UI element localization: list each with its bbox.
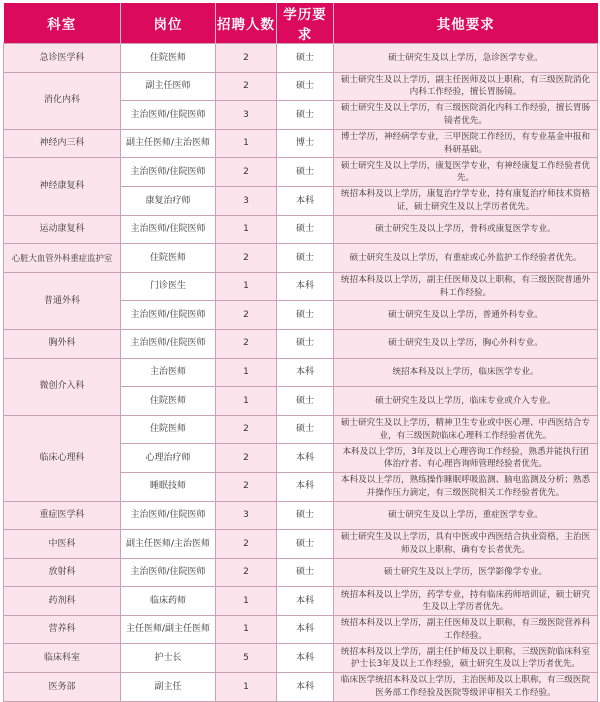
table-row [4,615,598,644]
position-cell: 主任医师/副主任医师 [121,615,216,644]
education-cell: 本科 [277,615,334,644]
position-cell: 门诊医生 [121,272,216,301]
department-cell: 心脏大血管外科重症监护室 [4,244,121,273]
education-cell: 硕士 [277,558,334,587]
requirements-cell: 硕士研究生及以上学历，副主任医师及以上职称，有三级医院消化内科工作经验，擅长胃肠镜。 [334,72,598,101]
position-cell: 住院医师 [121,415,216,444]
position-cell: 主治医师/住院医师 [121,501,216,530]
table-row [4,158,598,187]
table-row [4,129,598,158]
column-header-count: 招聘人数 [216,3,277,44]
count-cell: 2 [216,472,277,501]
table-header-row [4,3,598,44]
recruitment-table [3,3,598,702]
table-row [4,415,598,444]
requirements-cell: 统招本科及以上学历，副主任护师及以上职称，三级医院临床科室护士长3年及以上工作经验，硕士研究生及以上学历者优先。 [334,644,598,673]
requirements-cell: 硕士研究生及以上学历，临床专业或介入专业。 [334,387,598,416]
requirements-cell: 硕士研究生及以上学历，骨科或康复医学专业。 [334,215,598,244]
requirements-cell: 本科及以上学历，3年及以上心理咨询工作经验，熟悉并能执行团体治疗者、有心理咨询师管理经验者优先。 [334,444,598,473]
position-cell: 主治医师/住院医师 [121,558,216,587]
department-cell: 营养科 [4,615,121,644]
education-cell: 硕士 [277,530,334,559]
position-cell: 主治医师/住院医师 [121,329,216,358]
position-cell: 主治医师/住院医师 [121,158,216,187]
table-row [4,72,598,101]
column-header-position: 岗位 [121,3,216,44]
education-cell: 本科 [277,644,334,673]
department-cell: 微创介入科 [4,358,121,415]
position-cell: 住院医师 [121,387,216,416]
count-cell: 1 [216,272,277,301]
position-cell: 主治医师/住院医师 [121,301,216,330]
position-cell: 主治医师/住院医师 [121,101,216,130]
requirements-cell: 统招本科及以上学历，副主任医师及以上职称，有三级医院营养科工作经验。 [334,615,598,644]
requirements-cell: 统招本科及以上学历，康复治疗学专业，持有康复治疗师技术资格证，硕士研究生及以上学历者优先。 [334,186,598,215]
requirements-cell: 硕士研究生及以上学历，重症医学专业。 [334,501,598,530]
education-cell: 硕士 [277,387,334,416]
education-cell: 本科 [277,673,334,702]
position-cell: 睡眠技师 [121,472,216,501]
education-cell: 硕士 [277,72,334,101]
department-cell: 放射科 [4,558,121,587]
requirements-cell: 本科及以上学历，熟练操作睡眠呼吸监测、脑电监测及分析；熟悉并操作压力滴定，有三级医院相关工作经验者优先。 [334,472,598,501]
count-cell: 2 [216,444,277,473]
requirements-cell: 硕士研究生及以上学历，精神卫生专业或中医心理、中西医结合专业，有三级医院临床心理科工作经验者优先。 [334,415,598,444]
table-row [4,501,598,530]
requirements-cell: 硕士研究生及以上学历，普通外科专业。 [334,301,598,330]
education-cell: 本科 [277,358,334,387]
requirements-cell: 统招本科及以上学历，临床医学专业。 [334,358,598,387]
requirements-cell: 硕士研究生及以上学历，胸心外科专业。 [334,329,598,358]
requirements-cell: 临床医学统招本科及以上学历，主治医师及以上职称，有三级医院医务部工作经验及医院等级评审相关工作经验。 [334,673,598,702]
education-cell: 博士 [277,129,334,158]
count-cell: 2 [216,415,277,444]
count-cell: 2 [216,44,277,73]
education-cell: 硕士 [277,158,334,187]
count-cell: 2 [216,244,277,273]
count-cell: 2 [216,530,277,559]
table-row [4,587,598,616]
count-cell: 1 [216,215,277,244]
education-cell: 硕士 [277,501,334,530]
education-cell: 本科 [277,272,334,301]
education-cell: 硕士 [277,301,334,330]
requirements-cell: 博士学历，神经病学专业，三甲医院工作经历，有专业基金申报和科研基础。 [334,129,598,158]
education-cell: 本科 [277,186,334,215]
department-cell: 胸外科 [4,329,121,358]
table-row [4,272,598,301]
column-header-education: 学历要求 [277,3,334,44]
position-cell: 住院医师 [121,44,216,73]
requirements-cell: 统招本科及以上学历，副主任医师及以上职称，有三级医院普通外科工作经验。 [334,272,598,301]
education-cell: 硕士 [277,101,334,130]
column-header-department: 科室 [4,3,121,44]
department-cell: 重症医学科 [4,501,121,530]
position-cell: 副主任医师 [121,72,216,101]
count-cell: 5 [216,644,277,673]
count-cell: 1 [216,387,277,416]
position-cell: 副主任医师/主治医师 [121,530,216,559]
count-cell: 3 [216,501,277,530]
requirements-cell: 硕士研究生及以上学历，康复医学专业，有神经康复工作经验者优先。 [334,158,598,187]
education-cell: 硕士 [277,329,334,358]
count-cell: 2 [216,558,277,587]
table-row [4,673,598,702]
education-cell: 本科 [277,444,334,473]
column-header-other-requirements: 其他要求 [334,3,598,44]
requirements-cell: 统招本科及以上学历，药学专业，持有临床药师培训证，硕士研究生及以上学历者优先。 [334,587,598,616]
department-cell: 消化内科 [4,72,121,129]
position-cell: 住院医师 [121,244,216,273]
position-cell: 主治医师/住院医师 [121,215,216,244]
count-cell: 2 [216,329,277,358]
count-cell: 1 [216,673,277,702]
requirements-cell: 硕士研究生及以上学历，具有中医或中西医结合执业资格，主治医师及以上职称，确有专长者优先。 [334,530,598,559]
education-cell: 本科 [277,587,334,616]
table-row [4,530,598,559]
requirements-cell: 硕士研究生及以上学历，有重症或心外监护工作经验者优先。 [334,244,598,273]
count-cell: 3 [216,101,277,130]
count-cell: 1 [216,129,277,158]
position-cell: 临床药师 [121,587,216,616]
education-cell: 硕士 [277,415,334,444]
education-cell: 本科 [277,472,334,501]
education-cell: 硕士 [277,44,334,73]
department-cell: 普通外科 [4,272,121,329]
department-cell: 临床科室 [4,644,121,673]
table-row [4,215,598,244]
position-cell: 副主任医师/主治医师 [121,129,216,158]
table-row [4,644,598,673]
table-row [4,358,598,387]
department-cell: 临床心理科 [4,415,121,501]
department-cell: 神经康复科 [4,158,121,215]
count-cell: 1 [216,615,277,644]
position-cell: 康复治疗师 [121,186,216,215]
count-cell: 2 [216,158,277,187]
department-cell: 神经内三科 [4,129,121,158]
position-cell: 心理治疗师 [121,444,216,473]
education-cell: 硕士 [277,215,334,244]
count-cell: 3 [216,186,277,215]
recruitment-table-container [3,3,597,702]
count-cell: 1 [216,587,277,616]
count-cell: 2 [216,72,277,101]
position-cell: 主治医师 [121,358,216,387]
requirements-cell: 硕士研究生及以上学历，急诊医学专业。 [334,44,598,73]
department-cell: 中医科 [4,530,121,559]
position-cell: 护士长 [121,644,216,673]
position-cell: 副主任 [121,673,216,702]
department-cell: 医务部 [4,673,121,702]
department-cell: 急诊医学科 [4,44,121,73]
table-row [4,329,598,358]
count-cell: 1 [216,358,277,387]
education-cell: 硕士 [277,244,334,273]
table-row [4,44,598,73]
table-row [4,244,598,273]
table-body [4,44,598,702]
count-cell: 2 [216,301,277,330]
department-cell: 运动康复科 [4,215,121,244]
requirements-cell: 硕士研究生及以上学历，医学影像学专业。 [334,558,598,587]
table-row [4,558,598,587]
requirements-cell: 硕士研究生及以上学历，有三级医院消化内科工作经验，擅长胃肠镜者优先。 [334,101,598,130]
department-cell: 药剂科 [4,587,121,616]
